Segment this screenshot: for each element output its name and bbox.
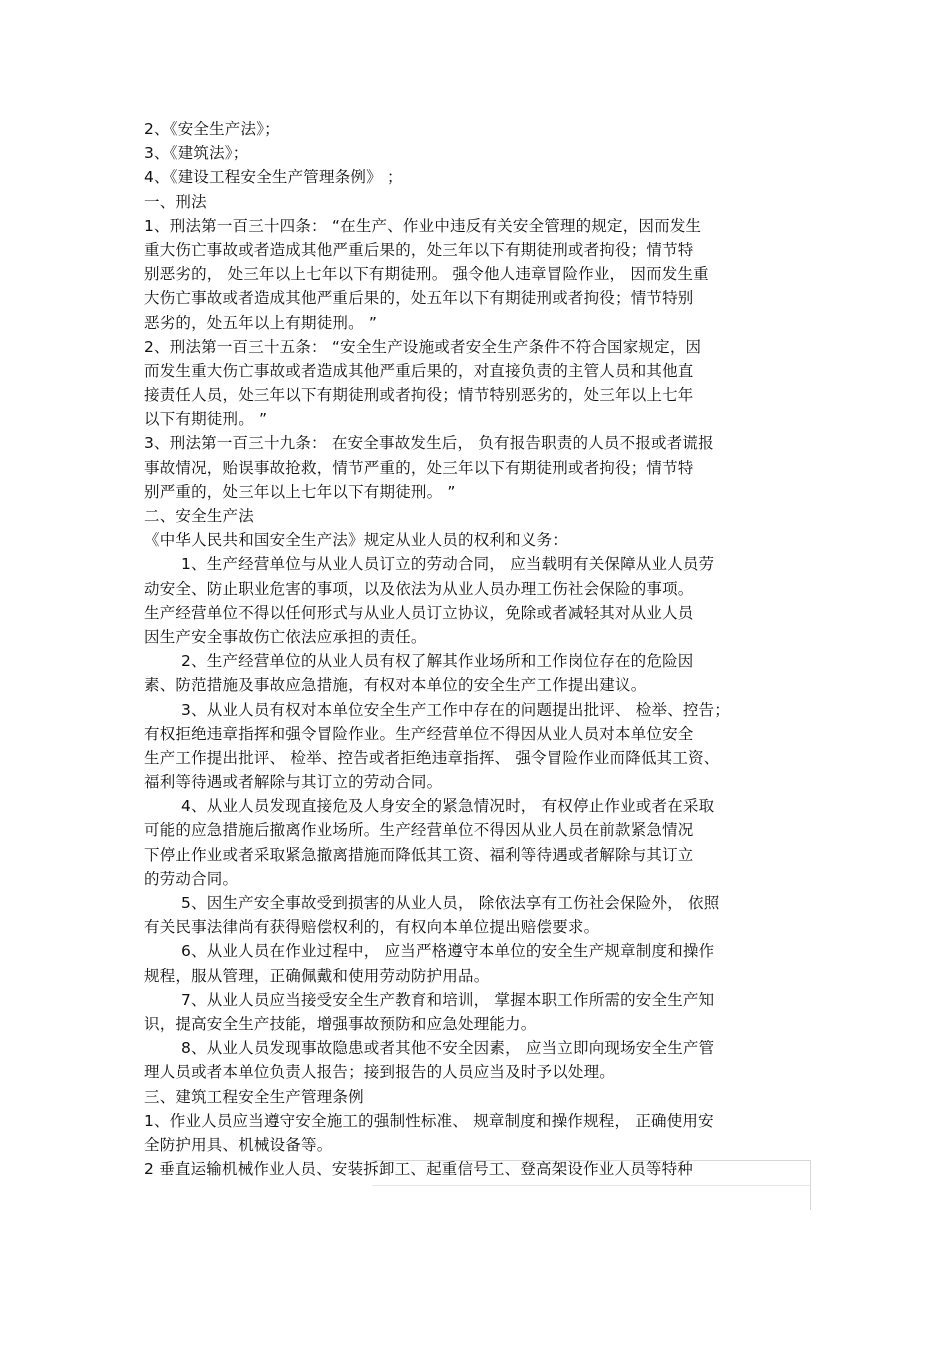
text-line: 2、刑法第一百三十五条： “安全生产设施或者安全生产条件不符合国家规定，因 (144, 337, 702, 356)
text-line: 以下有期徒刑。 ” (144, 410, 268, 429)
text-line: 3、刑法第一百三十九条： 在安全事故发生后， 负有报告职责的人员不报或者谎报 (144, 434, 714, 453)
text-line: 1、生产经营单位与从业人员订立的劳动合同， 应当载明有关保障从业人员劳 (181, 555, 715, 574)
text-line: 5、因生产安全事故受到损害的从业人员， 除依法享有工伤社会保险外， 依照 (181, 894, 720, 912)
text-line: 全防护用具、机械设备等。 (144, 1135, 333, 1154)
text-line: 动安全、防止职业危害的事项，以及依法为从业人员办理工伤社会保险的事项。 (144, 579, 694, 598)
text-line: 而发生重大伤亡事故或者造成其他严重后果的，对直接负责的主管人员和其他直 (144, 361, 694, 380)
text-line: 福利等待遇或者解除与其订立的劳动合同。 (144, 773, 443, 792)
document-body (144, 117, 812, 1181)
text-line: 7、从业人员应当接受安全生产教育和培训， 掌握本职工作所需的安全生产知 (181, 990, 715, 1009)
text-line: 2、生产经营单位的从业人员有权了解其作业场所和工作岗位存在的危险因 (181, 652, 694, 671)
section-heading-criminal-law: 一、刑法 (144, 192, 207, 211)
text-line: 生产工作提出批评、 检举、控告或者拒绝违章指挥、 强令冒险作业而降低其工资、 (144, 748, 720, 767)
section-heading-safety-law: 二、安全生产法 (144, 507, 254, 525)
text-line: 的劳动合同。 (144, 869, 239, 888)
text-line: 规程，服从管理，正确佩戴和使用劳动防护用品。 (144, 966, 490, 985)
text-line: 有权拒绝违章指挥和强令冒险作业。生产经营单位不得因从业人员对本单位安全 (144, 724, 694, 743)
text-line: 事故情况，贻误事故抢救，情节严重的，处三年以下有期徒刑或者拘役；情节特 (144, 458, 694, 477)
text-line: 恶劣的，处五年以上有期徒刑。 ” (144, 313, 378, 332)
table-border-fragment (810, 1186, 811, 1210)
table-border-fragment (372, 1160, 811, 1186)
text-line: 2、《安全生产法》； (144, 120, 280, 138)
text-line: 3、《建筑法》； (144, 144, 249, 163)
text-line: 接责任人员，处三年以下有期徒刑或者拘役；情节特别恶劣的，处三年以上七年 (144, 386, 694, 405)
text-line: 4、从业人员发现直接危及人身安全的紧急情况时， 有权停止作业或者在采取 (181, 797, 715, 816)
text-line: 理人员或者本单位负责人报告；接到报告的人员应当及时予以处理。 (144, 1063, 616, 1082)
text-line: 《中华人民共和国安全生产法》规定从业人员的权利和义务： (144, 531, 568, 550)
text-line: 重大伤亡事故或者造成其他严重后果的，处三年以下有期徒刑或者拘役；情节特 (144, 240, 694, 259)
text-line: 1、刑法第一百三十四条： “在生产、作业中违反有关安全管理的规定，因而发生 (144, 216, 702, 235)
text-line: 1、作业人员应当遵守安全施工的强制性标准、 规章制度和操作规程， 正确使用安 (144, 1111, 714, 1130)
section-heading-construction-regulations: 三、建筑工程安全生产管理条例 (144, 1087, 364, 1106)
text-line: 别恶劣的， 处三年以上七年以下有期徒刑。 强令他人违章冒险作业， 因而发生重 (144, 265, 709, 284)
text-line: 4、《建设工程安全生产管理条例》 ； (144, 168, 403, 187)
text-line: 因生产安全事故伤亡依法应承担的责任。 (144, 627, 427, 646)
text-line: 2 垂直运输机械作业人员、安装拆卸工、起重信号工、登高架设作业人员等特种 (144, 1160, 693, 1179)
text-line: 3、从业人员有权对本单位安全生产工作中存在的问题提出批评、 检举、控告； (181, 700, 730, 719)
text-line: 有关民事法律尚有获得赔偿权利的，有权向本单位提出赔偿要求。 (144, 918, 600, 937)
text-line: 别严重的，处三年以上七年以下有期徒刑。 ” (144, 482, 456, 501)
text-line: 下停止作业或者采取紧急撤离措施而降低其工资、福利等待遇或者解除与其订立 (144, 845, 694, 864)
text-line: 素、防范措施及事故应急措施，有权对本单位的安全生产工作提出建议。 (144, 676, 647, 695)
text-line: 6、从业人员在作业过程中， 应当严格遵守本单位的安全生产规章制度和操作 (181, 942, 715, 961)
text-line: 生产经营单位不得以任何形式与从业人员订立协议，免除或者减轻其对从业人员 (144, 603, 694, 622)
text-line: 大伤亡事故或者造成其他严重后果的，处五年以下有期徒刑或者拘役；情节特别 (144, 289, 694, 308)
text-line: 可能的应急措施后撤离作业场所。生产经营单位不得因从业人员在前款紧急情况 (144, 821, 694, 840)
text-line: 识，提高安全生产技能，增强事故预防和应急处理能力。 (144, 1014, 537, 1033)
text-line: 8、从业人员发现事故隐患或者其他不安全因素， 应当立即向现场安全生产管 (181, 1039, 715, 1058)
